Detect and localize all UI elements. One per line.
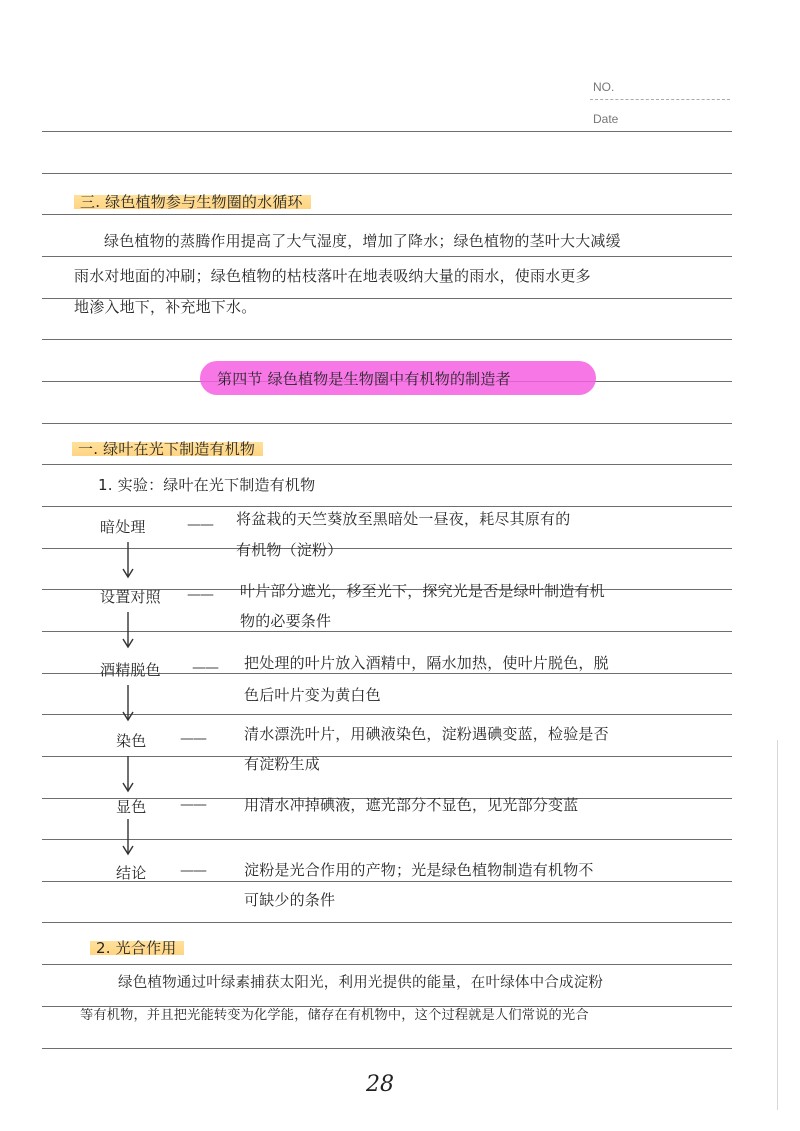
step-name: 酒精脱色 (100, 661, 161, 679)
connector-dash: —— (180, 731, 206, 747)
section3-heading: 三. 绿色植物参与生物圈的水循环 (74, 191, 311, 212)
ruled-line (42, 506, 732, 507)
page-number: 28 (366, 1072, 394, 1097)
part2-line-1: 绿色植物通过叶绿素捕获太阳光，利用光提供的能量，在叶绿体中合成淀粉 (118, 975, 604, 991)
section3-line-1: 绿色植物的蒸腾作用提高了大气湿度，增加了降水；绿色植物的茎叶大大减缓 (104, 232, 621, 250)
connector-dash: —— (187, 517, 213, 533)
down-arrow-icon (121, 683, 135, 723)
section3-line-2: 雨水对地面的冲刷；绿色植物的枯枝落叶在地表吸纳大量的雨水，使雨水更多 (74, 267, 591, 285)
step-desc-line: 物的必要条件 (240, 612, 332, 630)
down-arrow-icon (121, 610, 135, 650)
connector-dash: —— (180, 797, 206, 813)
step-name: 显色 (116, 798, 147, 816)
step-desc-line: 有机物（淀粉） (236, 541, 343, 559)
ruled-line (42, 256, 732, 257)
step-name: 设置对照 (100, 588, 161, 606)
ruled-line (42, 964, 732, 965)
step-name: 结论 (116, 864, 147, 882)
part2-heading: 2. 光合作用 (90, 937, 184, 958)
step-desc-line: 用清水冲掉碘液，遮光部分不显色，见光部分变蓝 (244, 796, 579, 814)
header-no-label: NO. (593, 80, 615, 94)
part1-heading: 一. 绿叶在光下制造有机物 (72, 438, 263, 459)
chapter-title: 第四节 绿色植物是生物圈中有机物的制造者 (217, 370, 511, 388)
experiment-title: 1. 实验：绿叶在光下制造有机物 (98, 476, 316, 494)
header-date-label: Date (593, 112, 619, 126)
step-desc-line: 色后叶片变为黄白色 (244, 686, 381, 704)
step-name: 染色 (116, 732, 147, 750)
connector-dash: —— (192, 660, 218, 676)
down-arrow-icon (121, 817, 135, 857)
part2-line-2: 等有机物，并且把光能转变为化学能，储存在有机物中，这个过程就是人们常说的光合 (80, 1008, 589, 1023)
step-desc-line: 有淀粉生成 (244, 755, 321, 773)
down-arrow-icon (121, 754, 135, 794)
ruled-line (42, 464, 732, 465)
ruled-line (42, 714, 732, 715)
ruled-line (42, 631, 732, 632)
ruled-line (42, 1048, 732, 1049)
step-desc-line: 将盆栽的天竺葵放至黑暗处一昼夜，耗尽其原有的 (236, 510, 571, 528)
ruled-line (42, 423, 732, 424)
ruled-line (42, 756, 732, 757)
ruled-line (42, 922, 732, 923)
ruled-line (42, 214, 732, 215)
step-name: 暗处理 (100, 518, 146, 536)
header-no-divider (590, 99, 730, 100)
page-edge-line (777, 740, 778, 1110)
step-desc-line: 把处理的叶片放入酒精中，隔水加热，使叶片脱色，脱 (244, 654, 609, 672)
ruled-line (42, 173, 732, 174)
ruled-line (42, 339, 732, 340)
ruled-line (42, 131, 732, 132)
connector-dash: —— (187, 587, 213, 603)
section3-line-3: 地渗入地下，补充地下水。 (74, 298, 257, 316)
step-desc-line: 淀粉是光合作用的产物；光是绿色植物制造有机物不 (244, 861, 594, 879)
down-arrow-icon (121, 540, 135, 580)
ruled-line (42, 839, 732, 840)
step-desc-line: 叶片部分遮光，移至光下，探究光是否是绿叶制造有机 (240, 582, 605, 600)
step-desc-line: 清水漂洗叶片，用碘液染色，淀粉遇碘变蓝，检验是否 (244, 725, 609, 743)
ruled-line (42, 548, 732, 549)
connector-dash: —— (180, 863, 206, 879)
step-desc-line: 可缺少的条件 (244, 891, 336, 909)
